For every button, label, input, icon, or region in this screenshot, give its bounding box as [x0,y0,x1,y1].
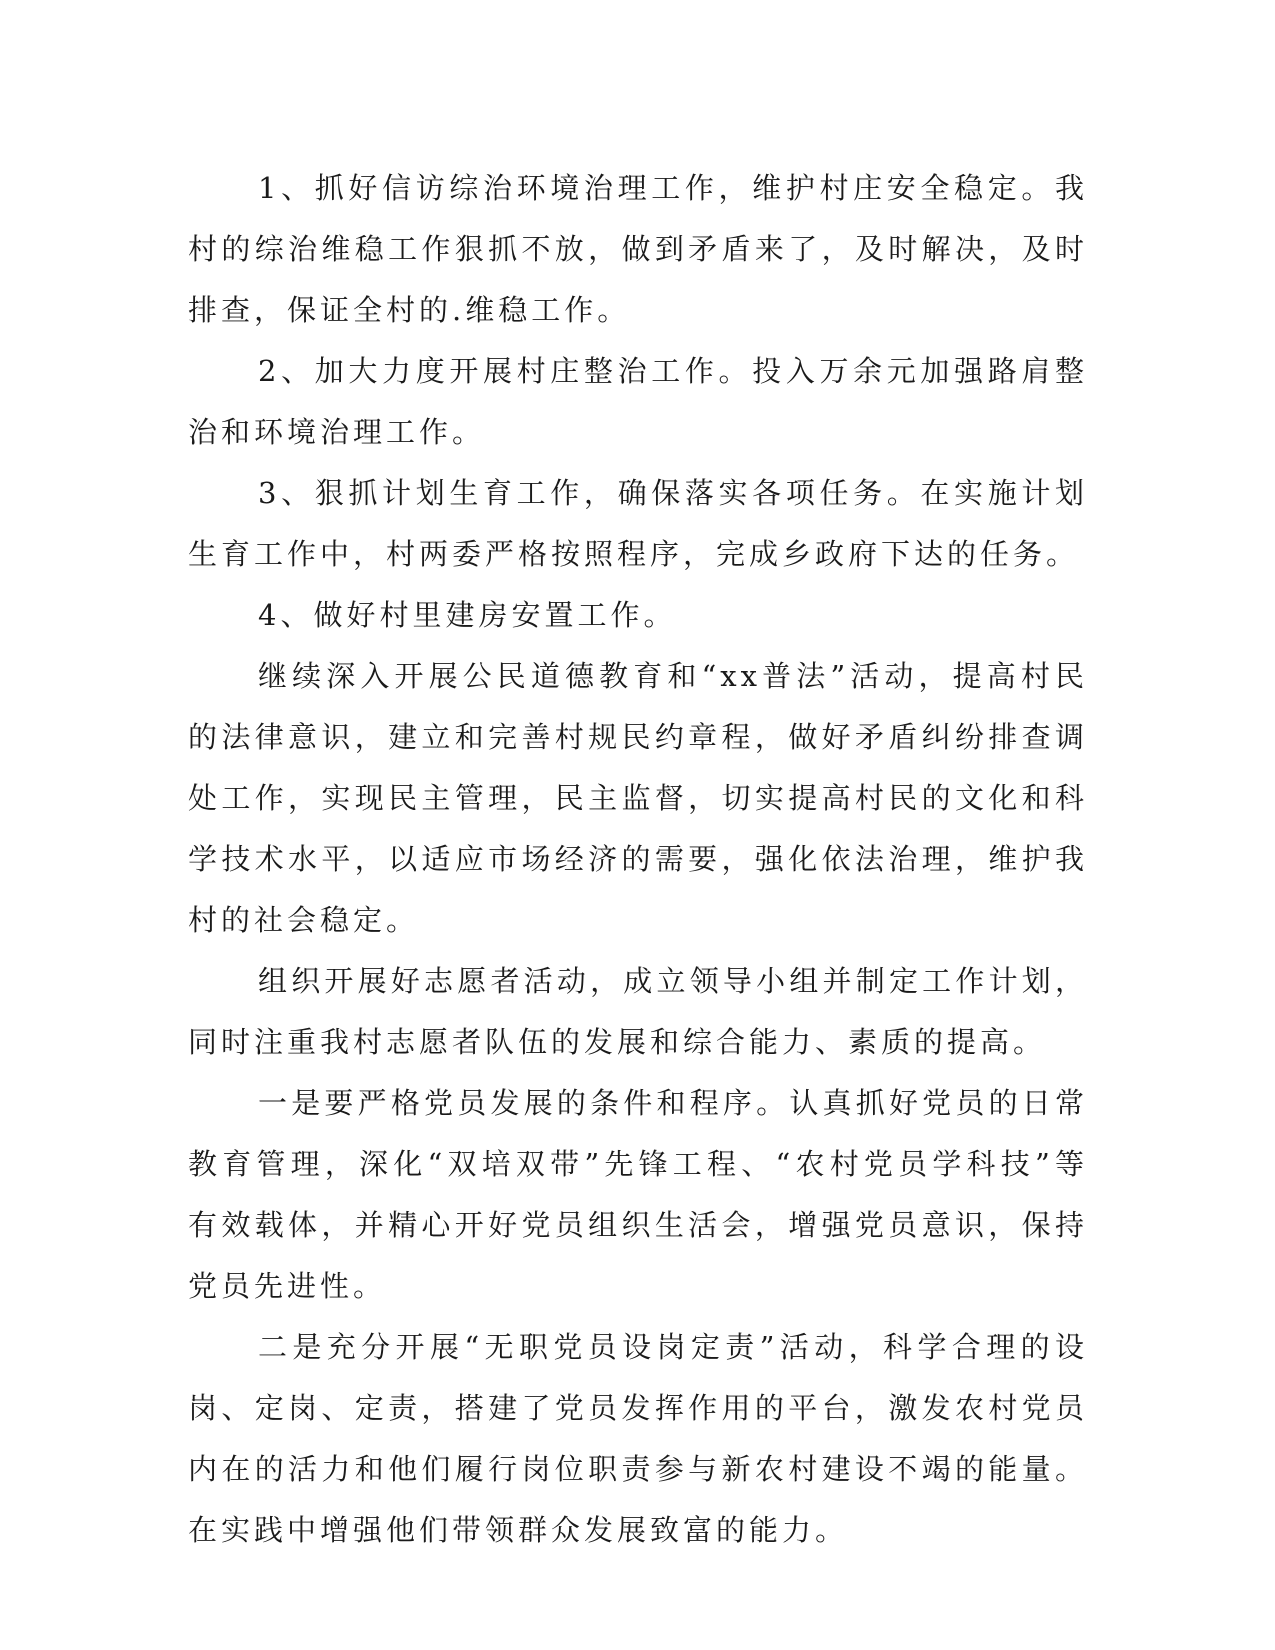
paragraph-item-3: 3、狠抓计划生育工作，确保落实各项任务。在实施计划生育工作中，村两委严格按照程序，完成乡政府下达的任务。 [188,476,1088,571]
paragraph-item-4: 4、做好村里建房安置工作。 [258,598,677,632]
paragraph-party-development: 一是要严格党员发展的条件和程序。认真抓好党员的日常教育管理，深化“双培双带”先锋工程、“农村党员学科技”等有效载体，并精心开好党员组织生活会，增强党员意识，保持党员先进性。 [188,1086,1088,1303]
paragraph-legal-education: 继续深入开展公民道德教育和“xx普法”活动，提高村民的法律意识，建立和完善村规民约章程，做好矛盾纠纷排查调处工作，实现民主管理，民主监督，切实提高村民的文化和科学技术水平，以适应市场经济的需要，强化依法治理，维护我村的社会稳定。 [188,659,1088,937]
paragraph-party-posts: 二是充分开展“无职党员设岗定责”活动，科学合理的设岗、定岗、定责，搭建了党员发挥作用的平台，激发农村党员内在的活力和他们履行岗位职责参与新农村建设不竭的能量。在实践中增强他们带领群众发展致富的能力。 [188,1330,1088,1547]
paragraph-item-1: 1、抓好信访综治环境治理工作，维护村庄安全稳定。我村的综治维稳工作狠抓不放，做到矛盾来了，及时解决，及时排查，保证全村的.维稳工作。 [188,171,1088,327]
paragraph-volunteers: 组织开展好志愿者活动，成立领导小组并制定工作计划，同时注重我村志愿者队伍的发展和综合能力、素质的提高。 [188,964,1088,1059]
document-body [188,158,1088,1561]
paragraph-item-2: 2、加大力度开展村庄整治工作。投入万余元加强路肩整治和环境治理工作。 [188,354,1088,449]
